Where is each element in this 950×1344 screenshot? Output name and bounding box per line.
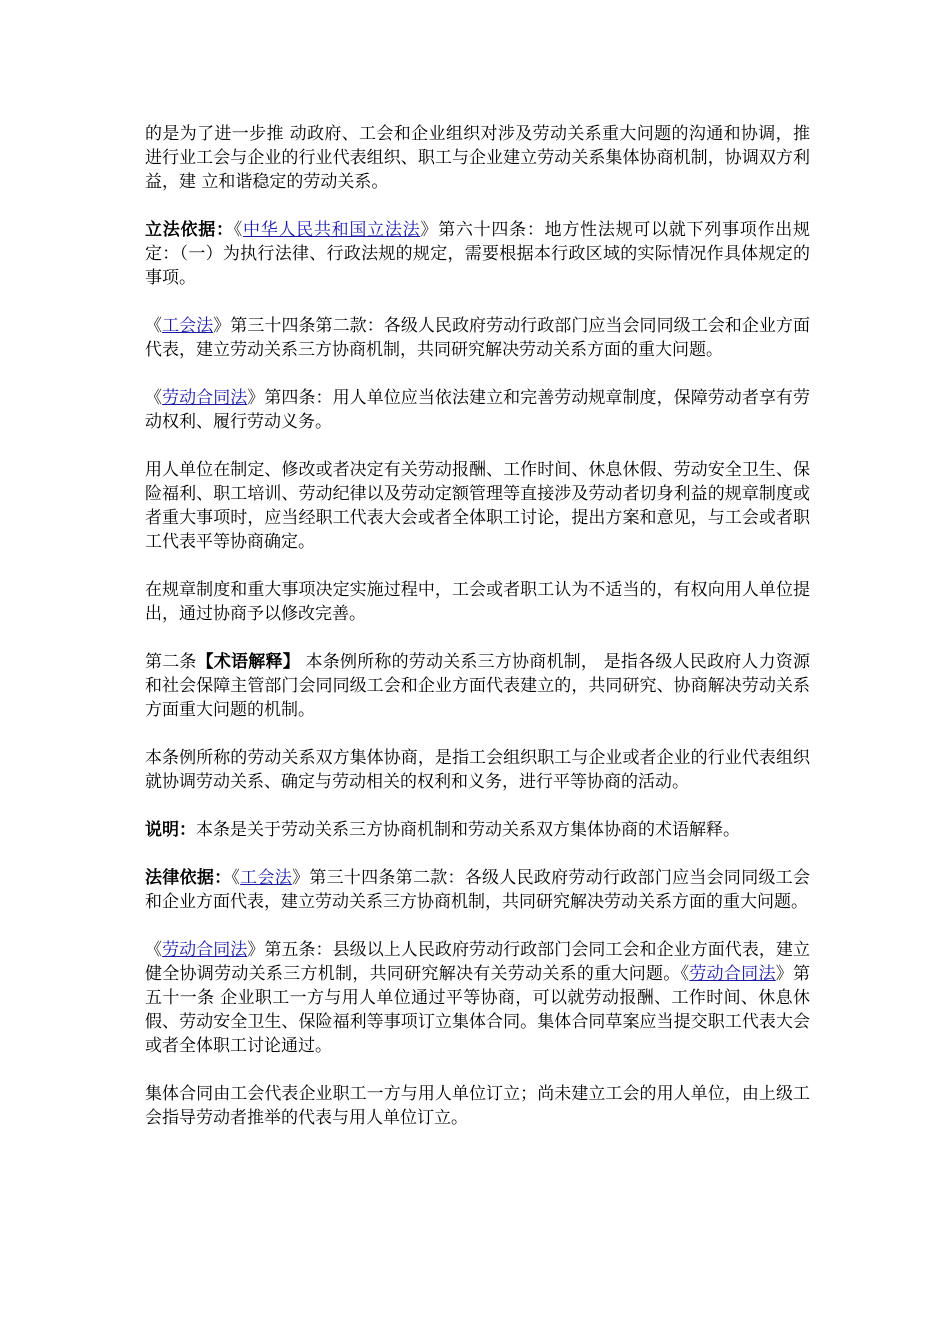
paragraph-text: 》第五条：县级以上人民政府劳动行政部门会同工会和企业方面代表，建立健全协调劳动关系三方机制，共同研究解决有关劳动关系的重大问题。《 (145, 940, 811, 984)
open-bracket: 《 (145, 316, 163, 336)
paragraph-text: 集体合同由工会代表企业职工一方与用人单位订立；尚未建立工会的用人单位，由上级工会指导劳动者推举的代表与用人单位订立。 (145, 1084, 810, 1128)
link-labor-contract-law[interactable]: 劳动合同法 (162, 940, 248, 960)
open-bracket: 《 (145, 388, 163, 408)
legal-basis-label: 法律依据： (145, 868, 232, 888)
paragraph-text: 的是为了进一步推 动政府、工会和企业组织对涉及劳动关系重大问题的沟通和协调，推进行业工会与企业的行业代表组织、职工与企业建立劳动关系集体协商机制，协调双方利益，建 立和谐稳定的劳动关系。 (145, 124, 810, 192)
document-body (145, 122, 810, 1130)
paragraph-legislative-basis (145, 218, 810, 290)
paragraph-text: 》第三十四条第二款：各级人民政府劳动行政部门应当会同同级工会和企业方面代表，建立劳动关系三方协商机制，共同研究解决劳动关系方面的重大问题。 (145, 868, 811, 912)
explanation-label: 说明： (145, 820, 196, 840)
link-labor-contract-law[interactable]: 劳动合同法 (689, 964, 776, 984)
paragraph-text: 本条例所称的劳动关系三方协商机制， 是指各级人民政府人力资源和社会保障主管部门会同同级工会和企业方面代表建立的，共同研究、协商解决劳动关系方面重大问题的机制。 (145, 652, 811, 720)
paragraph-text: 在规章制度和重大事项决定实施过程中，工会或者职工认为不适当的，有权向用人单位提出，通过协商予以修改完善。 (145, 580, 810, 624)
link-trade-union-law[interactable]: 工会法 (240, 868, 293, 888)
paragraph-trade-union-law (145, 314, 810, 362)
paragraph-text: 》第三十四条第二款：各级人民政府劳动行政部门应当会同同级工会和企业方面代表，建立劳动关系三方协商机制，共同研究解决劳动关系方面的重大问题。 (145, 316, 811, 360)
paragraph-article-2 (145, 650, 810, 722)
paragraph-text: 》第六十四条：地方性法规可以就下列事项作出规定：（一）为执行法律、行政法规的规定，需要根据本行政区域的实际情况作具体规定的事项。 (145, 220, 811, 288)
open-bracket: 《 (233, 220, 243, 240)
link-trade-union-law[interactable]: 工会法 (162, 316, 214, 336)
paragraph-text: 本条是关于劳动关系三方协商机制和劳动关系双方集体协商的术语解释。 (196, 820, 740, 840)
paragraph-collective-contract (145, 1082, 810, 1130)
paragraph-explanation (145, 818, 810, 842)
paragraph-text: 本条例所称的劳动关系双方集体协商，是指工会组织职工与企业或者企业的行业代表组织就协调劳动关系、确定与劳动相关的权利和义务，进行平等协商的活动。 (145, 748, 810, 792)
paragraph-text: 》第五十一条 企业职工一方与用人单位通过平等协商，可以就劳动报酬、工作时间、休息休假、劳动安全卫生、保险福利等事项订立集体合同。集体合同草案应当提交职工代表大会或者全体职工讨论通过。 (145, 964, 811, 1056)
paragraph-collective-bargaining-definition (145, 746, 810, 794)
paragraph-labor-contract-law-art4 (145, 386, 810, 434)
article-number: 第二条 (145, 652, 197, 672)
paragraph-text: 》第四条：用人单位应当依法建立和完善劳动规章制度，保障劳动者享有劳动权利、履行劳动义务。 (145, 388, 811, 432)
term-explanation-label: 【术语解释】 (196, 652, 300, 672)
legislative-basis-label: 立法依据： (145, 220, 234, 240)
link-legislation-law[interactable]: 中华人民共和国立法法 (242, 220, 421, 240)
open-bracket: 《 (231, 868, 241, 888)
open-bracket: 《 (145, 940, 163, 960)
paragraph-labor-contract-law-art5 (145, 938, 810, 1058)
paragraph-implementation (145, 578, 810, 626)
paragraph-text: 用人单位在制定、修改或者决定有关劳动报酬、工作时间、休息休假、劳动安全卫生、保险福利、职工培训、劳动纪律以及劳动定额管理等直接涉及劳动者切身利益的规章制度或者重大事项时，应当经职工代表大会或者全体职工讨论，提出方案和意见，与工会或者职工代表平等协商确定。 (145, 460, 810, 552)
link-labor-contract-law[interactable]: 劳动合同法 (162, 388, 248, 408)
paragraph-rules-making (145, 458, 810, 554)
paragraph-purpose (145, 122, 810, 194)
paragraph-legal-basis (145, 866, 810, 914)
